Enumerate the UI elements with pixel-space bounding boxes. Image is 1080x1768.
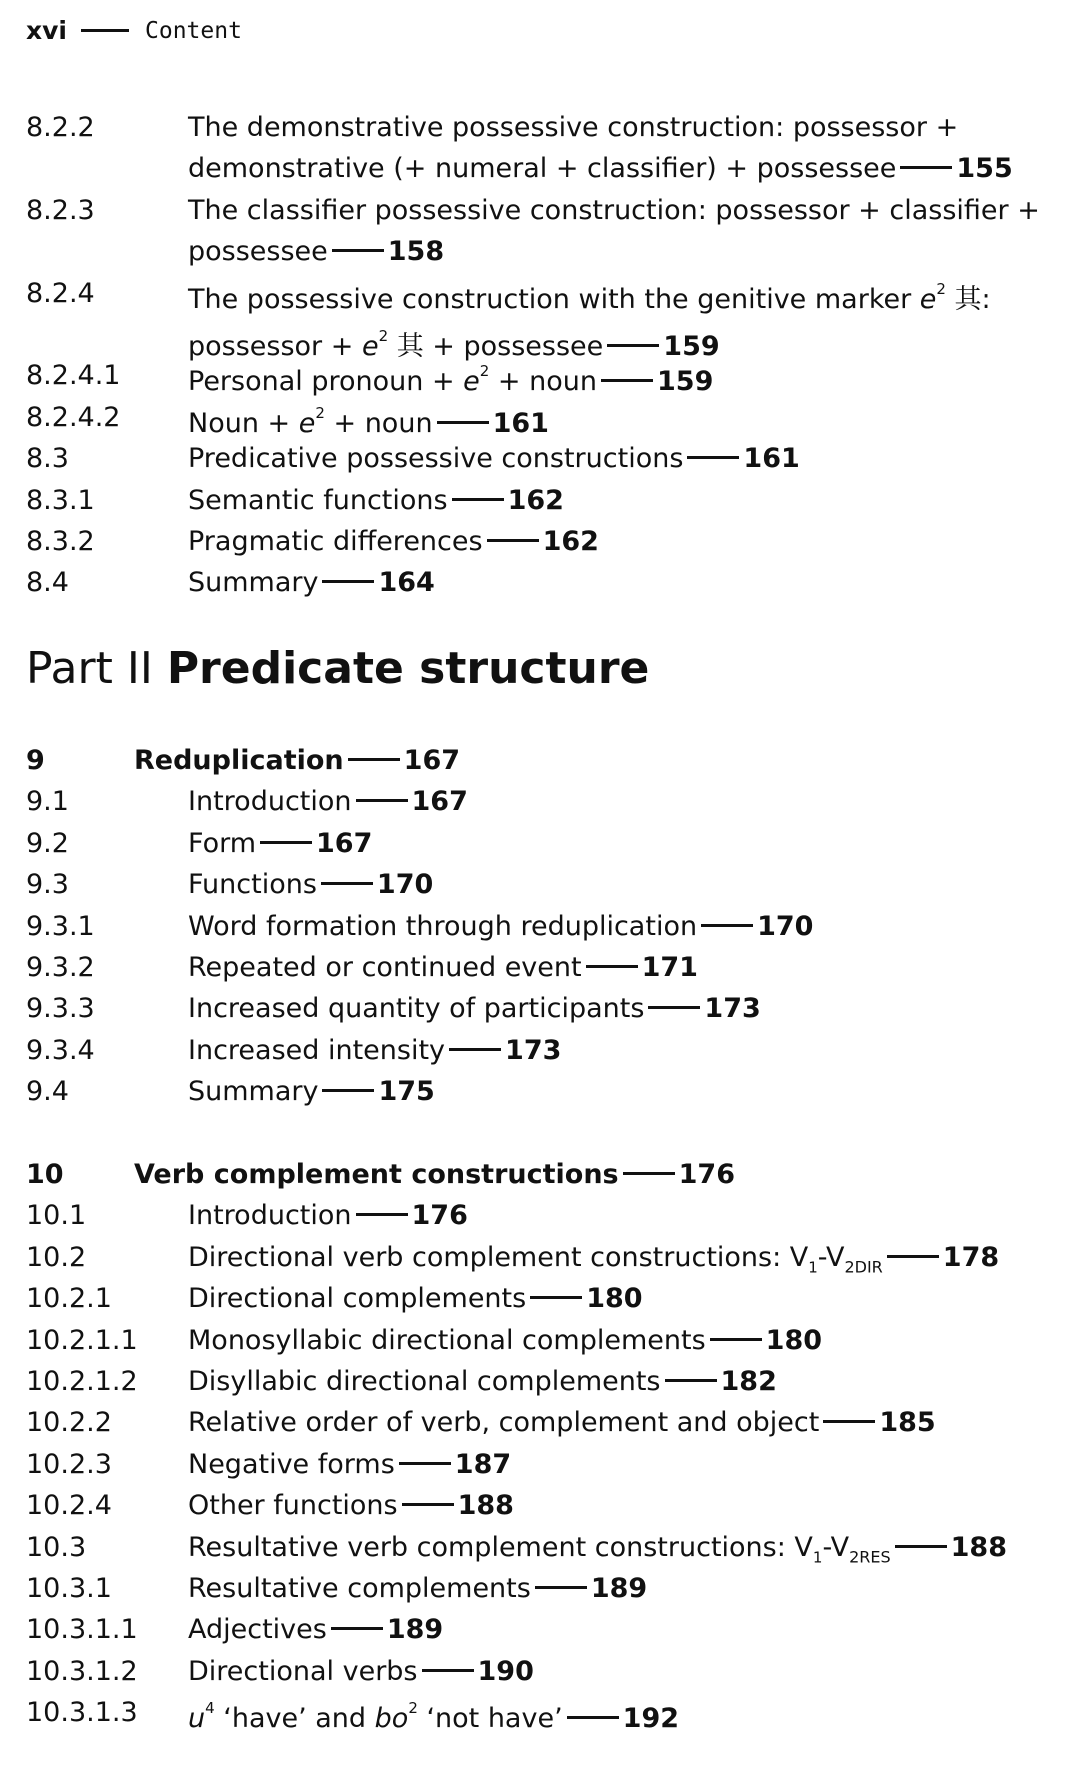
toc-entry[interactable] xyxy=(26,1568,1066,1609)
entry-title: Pragmatic differences 162 xyxy=(188,525,599,557)
entry-title: Directional verbs 190 xyxy=(188,1655,534,1687)
entry-title: The classifier possessive construction: possessor + classifier + possessee 158 xyxy=(188,194,1040,268)
leader-dash xyxy=(321,882,373,885)
toc-entry[interactable] xyxy=(26,273,1066,362)
entry-title: Disyllabic directional complements 182 xyxy=(188,1365,777,1397)
page-ref: 171 xyxy=(641,951,698,983)
entry-number: 8.2.3 xyxy=(26,194,95,226)
entry-title: Noun + $e^2$ + noun 161 xyxy=(188,403,549,439)
page-ref: 162 xyxy=(507,484,564,516)
leader-dash xyxy=(452,498,504,501)
toc-entry[interactable] xyxy=(26,190,1066,273)
toc-entry[interactable] xyxy=(26,1361,1066,1402)
entry-title: Introduction 176 xyxy=(188,1200,468,1232)
toc-entry[interactable] xyxy=(26,521,1066,562)
part-title: Predicate structure xyxy=(166,643,650,694)
leader-dash xyxy=(332,249,384,252)
entry-number: 10.3.1.2 xyxy=(26,1655,138,1687)
toc-entry[interactable] xyxy=(26,906,1066,947)
toc-entry[interactable] xyxy=(26,823,1066,864)
page-ref: 164 xyxy=(378,567,435,599)
page-ref: 189 xyxy=(590,1572,648,1604)
entry-title: Other functions 188 xyxy=(188,1490,514,1522)
entry-title: Increased quantity of participants 173 xyxy=(188,993,761,1025)
leader-dash xyxy=(601,379,653,382)
page-ref: 178 xyxy=(942,1241,1000,1273)
toc-entry[interactable] xyxy=(26,988,1066,1029)
page-ref: 192 xyxy=(622,1703,680,1735)
leader-dash xyxy=(449,1048,501,1051)
entry-number: 9.2 xyxy=(26,827,69,859)
toc-entry[interactable] xyxy=(26,1485,1066,1526)
page-ref: 170 xyxy=(376,869,434,901)
entry-number: 10.2.3 xyxy=(26,1448,112,1480)
toc-entry[interactable] xyxy=(26,562,1066,603)
leader-dash xyxy=(260,841,312,844)
page-ref: 158 xyxy=(387,236,445,268)
leader-dash xyxy=(422,1669,474,1672)
page-ref: 185 xyxy=(879,1407,936,1439)
page-ref: 188 xyxy=(457,1490,514,1522)
entry-number: 9.3.3 xyxy=(26,993,95,1025)
page-ref: 162 xyxy=(542,525,599,557)
toc-entry[interactable] xyxy=(26,1237,1066,1278)
entry-title: Monosyllabic directional complements 180 xyxy=(188,1324,823,1356)
toc-entry[interactable] xyxy=(26,1320,1066,1361)
toc-entry[interactable] xyxy=(26,1278,1066,1319)
leader-dash xyxy=(823,1420,875,1423)
leader-dash xyxy=(900,166,952,169)
page-ref: 182 xyxy=(720,1365,777,1397)
entry-title: The possessive construction with the genitive marker $e^2$ 其: possessor + $e^2$ 其 + possessee 159 xyxy=(188,279,991,362)
leader-dash xyxy=(586,965,638,968)
running-header xyxy=(26,16,242,45)
page-ref: 176 xyxy=(678,1159,736,1190)
entry-number: 10.2.2 xyxy=(26,1407,112,1439)
header-rule xyxy=(81,29,129,32)
toc-chapter-entry[interactable] xyxy=(26,740,1066,781)
toc-block-chapter-9 xyxy=(26,740,1066,1113)
leader-dash xyxy=(399,1462,451,1465)
entry-title: Summary 164 xyxy=(188,567,435,599)
entry-number: 9.1 xyxy=(26,786,69,818)
entry-title: Adjectives 189 xyxy=(188,1614,444,1646)
entry-title: Resultative verb complement constructions: $V_1-V_{2RES}$ 188 xyxy=(188,1531,1008,1566)
leader-dash xyxy=(356,1213,408,1216)
entry-title: $u^4$ ‘have’ and $bo^2$ ‘not have’ 192 xyxy=(188,1699,680,1735)
page-ref: 190 xyxy=(477,1655,534,1687)
page-ref: 159 xyxy=(663,331,720,362)
leader-dash xyxy=(402,1503,454,1506)
entry-number: 8.3.1 xyxy=(26,484,95,516)
entry-number: 9.3.1 xyxy=(26,910,95,942)
page-ref: 167 xyxy=(411,786,468,818)
leader-dash xyxy=(687,456,739,459)
leader-dash xyxy=(701,924,753,927)
leader-dash xyxy=(348,758,400,761)
entry-number: 10.2.1 xyxy=(26,1283,112,1315)
entry-number: 10.3 xyxy=(26,1531,87,1563)
toc-entry[interactable] xyxy=(26,864,1066,905)
entry-number: 10.2 xyxy=(26,1241,87,1273)
entry-number: 10.3.1 xyxy=(26,1572,112,1604)
toc-entry[interactable] xyxy=(26,1071,1066,1112)
page-ref: 159 xyxy=(657,366,714,398)
entry-number: 8.2.4.1 xyxy=(26,360,121,392)
chapter-title: Reduplication 167 xyxy=(134,745,461,776)
page-ref: 161 xyxy=(492,407,549,439)
entry-number: 10.2.1.2 xyxy=(26,1365,138,1397)
toc-entry[interactable] xyxy=(26,1195,1066,1236)
toc-entry[interactable] xyxy=(26,781,1066,822)
entry-title: Resultative complements 189 xyxy=(188,1572,648,1604)
page-ref: 187 xyxy=(454,1448,512,1480)
entry-number: 9.3.2 xyxy=(26,951,95,983)
toc-entry[interactable] xyxy=(26,1402,1066,1443)
chapter-number: 10 xyxy=(26,1159,64,1190)
entry-number: 10.2.1.1 xyxy=(26,1324,138,1356)
page-ref: 155 xyxy=(956,153,1013,185)
entry-title: Increased intensity 173 xyxy=(188,1034,562,1066)
page-ref: 173 xyxy=(704,993,761,1025)
toc-block-chapter-10 xyxy=(26,1154,1066,1733)
page-ref: 167 xyxy=(316,827,373,859)
entry-title: Introduction 167 xyxy=(188,786,468,818)
entry-number: 8.2.4.2 xyxy=(26,401,121,433)
entry-title: Predicative possessive constructions 161 xyxy=(188,443,800,475)
toc-entry[interactable] xyxy=(26,1692,1066,1733)
leader-dash xyxy=(887,1255,939,1258)
entry-title: Negative forms 187 xyxy=(188,1448,512,1480)
toc-entry[interactable] xyxy=(26,1609,1066,1650)
entry-title: Semantic functions 162 xyxy=(188,484,564,516)
entry-title: Repeated or continued event 171 xyxy=(188,951,698,983)
entry-number: 10.3.1.1 xyxy=(26,1614,138,1646)
toc-block-chapter-8 xyxy=(26,107,1066,604)
entry-number: 9.3.4 xyxy=(26,1034,95,1066)
toc-entry[interactable] xyxy=(26,438,1066,479)
entry-number: 10.1 xyxy=(26,1200,87,1232)
leader-dash xyxy=(437,421,489,424)
entry-number: 8.2.2 xyxy=(26,112,95,143)
entry-number: 8.2.4 xyxy=(26,277,95,309)
page-ref: 188 xyxy=(950,1531,1008,1563)
toc-entry[interactable] xyxy=(26,1651,1066,1692)
entry-title: Relative order of verb, complement and object 185 xyxy=(188,1407,936,1439)
entry-title: Directional complements 180 xyxy=(188,1283,643,1315)
page-ref: 176 xyxy=(411,1200,468,1232)
chapter-title: Verb complement constructions 176 xyxy=(134,1159,736,1190)
page-ref: 189 xyxy=(386,1614,444,1646)
entry-title: Form 167 xyxy=(188,827,373,859)
leader-dash xyxy=(487,539,539,542)
page-ref: 175 xyxy=(378,1076,435,1108)
leader-dash xyxy=(648,1006,700,1009)
leader-dash xyxy=(665,1379,717,1382)
leader-dash xyxy=(535,1586,587,1589)
entry-title: Personal pronoun + $e^2$ + noun 159 xyxy=(188,362,714,398)
entry-title: Directional verb complement constructions: $V_1-V_{2DIR}$ 178 xyxy=(188,1241,1000,1277)
toc-entry[interactable] xyxy=(26,355,1066,396)
toc-entry[interactable] xyxy=(26,1527,1066,1568)
page-ref: 180 xyxy=(765,1324,823,1356)
entry-title: Word formation through reduplication 170 xyxy=(188,910,814,942)
page-ref: 170 xyxy=(757,910,814,942)
entry-number: 10.2.4 xyxy=(26,1490,112,1522)
part-label: Part II xyxy=(26,643,153,694)
toc-entry[interactable] xyxy=(26,480,1066,521)
toc-entry[interactable] xyxy=(26,947,1066,988)
leader-dash xyxy=(322,1089,374,1092)
page-ref: 180 xyxy=(586,1283,643,1315)
toc-entry[interactable] xyxy=(26,1444,1066,1485)
entry-number: 9.4 xyxy=(26,1076,69,1108)
page-number: xvi xyxy=(26,16,67,45)
entry-number: 8.4 xyxy=(26,567,69,599)
leader-dash xyxy=(530,1296,582,1299)
leader-dash xyxy=(567,1716,619,1719)
leader-dash xyxy=(607,344,659,347)
entry-title: The demonstrative possessive construction: possessor + demonstrative (+ numeral + classifier) + possessee 155 xyxy=(188,112,1013,185)
entry-title: Summary 175 xyxy=(188,1076,435,1108)
toc-entry[interactable] xyxy=(26,107,1066,190)
page-ref: 161 xyxy=(743,443,800,475)
chapter-number: 9 xyxy=(26,745,45,776)
leader-dash xyxy=(623,1172,675,1175)
toc-entry[interactable] xyxy=(26,397,1066,438)
page-ref: 167 xyxy=(403,745,461,776)
entry-number: 10.3.1.3 xyxy=(26,1697,138,1729)
part-heading xyxy=(26,643,649,694)
toc-entry[interactable] xyxy=(26,1030,1066,1071)
leader-dash xyxy=(710,1338,762,1341)
toc-chapter-entry[interactable] xyxy=(26,1154,1066,1195)
section-title: Content xyxy=(145,17,242,44)
entry-number: 8.3.2 xyxy=(26,525,95,557)
leader-dash xyxy=(895,1545,947,1548)
leader-dash xyxy=(356,799,408,802)
leader-dash xyxy=(331,1627,383,1630)
entry-number: 9.3 xyxy=(26,869,69,901)
entry-number: 8.3 xyxy=(26,443,69,475)
entry-title: Functions 170 xyxy=(188,869,434,901)
page-ref: 173 xyxy=(505,1034,562,1066)
leader-dash xyxy=(322,580,374,583)
